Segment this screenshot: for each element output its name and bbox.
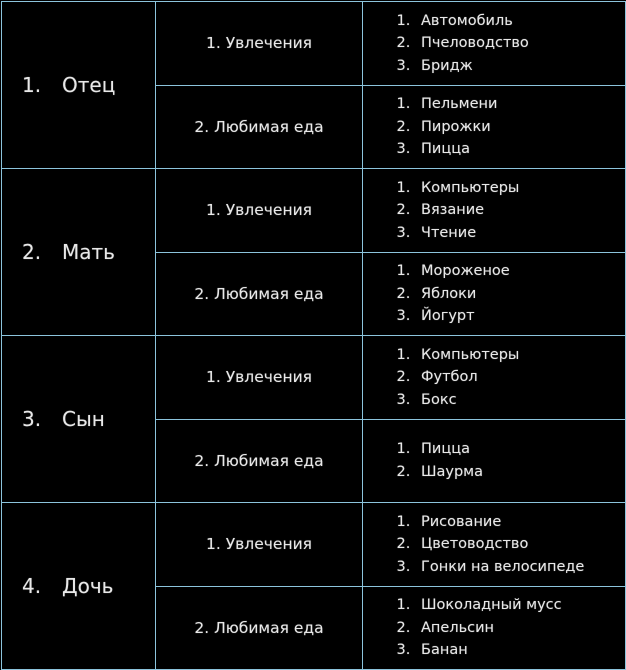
member-cell xyxy=(2,2,156,169)
list-item: 2. Пирожки xyxy=(415,116,625,139)
table-row xyxy=(2,2,626,86)
list-item: 3. Гонки на велосипеде xyxy=(415,556,625,579)
member-label xyxy=(2,73,155,97)
list-item: 3. Йогурт xyxy=(415,305,625,328)
member-number: 4. xyxy=(22,574,42,598)
category-cell: 2. Любимая еда xyxy=(156,586,363,670)
category-cell: 1. Увлечения xyxy=(156,503,363,587)
list-item: 2. Яблоки xyxy=(415,283,625,306)
member-name: Мать xyxy=(62,240,115,264)
items-cell xyxy=(363,586,626,670)
member-name: Сын xyxy=(62,407,105,431)
items-list xyxy=(363,93,625,161)
list-item: 1. Компьютеры xyxy=(415,344,625,367)
list-item: 1. Пицца xyxy=(415,438,625,461)
items-list xyxy=(363,511,625,579)
items-list xyxy=(363,260,625,328)
list-item: 1. Рисование xyxy=(415,511,625,534)
category-cell: 1. Увлечения xyxy=(156,2,363,86)
list-item: 2. Футбол xyxy=(415,366,625,389)
items-cell xyxy=(363,2,626,86)
items-cell xyxy=(363,503,626,587)
member-name: Дочь xyxy=(62,574,114,598)
items-list xyxy=(363,177,625,245)
category-cell: 1. Увлечения xyxy=(156,169,363,253)
member-number: 1. xyxy=(22,73,42,97)
items-list xyxy=(363,344,625,412)
member-number: 2. xyxy=(22,240,42,264)
category-cell: 1. Увлечения xyxy=(156,336,363,420)
list-item: 3. Бокс xyxy=(415,389,625,412)
list-item: 1. Шоколадный мусс xyxy=(415,594,625,617)
items-list xyxy=(363,438,625,483)
member-label xyxy=(2,574,155,598)
list-item: 3. Пицца xyxy=(415,138,625,161)
category-cell: 2. Любимая еда xyxy=(156,85,363,169)
member-cell xyxy=(2,336,156,503)
list-item: 1. Автомобиль xyxy=(415,10,625,33)
list-item: 1. Мороженое xyxy=(415,260,625,283)
list-item: 3. Чтение xyxy=(415,222,625,245)
category-cell: 2. Любимая еда xyxy=(156,419,363,503)
list-item: 2. Цветоводство xyxy=(415,533,625,556)
table-row xyxy=(2,169,626,253)
list-item: 2. Шаурма xyxy=(415,461,625,484)
items-cell xyxy=(363,169,626,253)
list-item: 3. Банан xyxy=(415,639,625,662)
member-name: Отец xyxy=(62,73,116,97)
family-table xyxy=(1,1,626,670)
list-item: 1. Компьютеры xyxy=(415,177,625,200)
member-cell xyxy=(2,503,156,670)
list-item: 3. Бридж xyxy=(415,55,625,78)
items-cell xyxy=(363,85,626,169)
member-label xyxy=(2,407,155,431)
member-number: 3. xyxy=(22,407,42,431)
category-cell: 2. Любимая еда xyxy=(156,252,363,336)
items-cell xyxy=(363,252,626,336)
table-row xyxy=(2,503,626,587)
list-item: 1. Пельмени xyxy=(415,93,625,116)
table-row xyxy=(2,336,626,420)
list-item: 2. Пчеловодство xyxy=(415,32,625,55)
member-cell xyxy=(2,169,156,336)
list-item: 2. Вязание xyxy=(415,199,625,222)
member-label xyxy=(2,240,155,264)
list-item: 2. Апельсин xyxy=(415,617,625,640)
items-cell xyxy=(363,419,626,503)
items-list xyxy=(363,594,625,662)
items-cell xyxy=(363,336,626,420)
items-list xyxy=(363,10,625,78)
family-table-body xyxy=(2,2,626,670)
